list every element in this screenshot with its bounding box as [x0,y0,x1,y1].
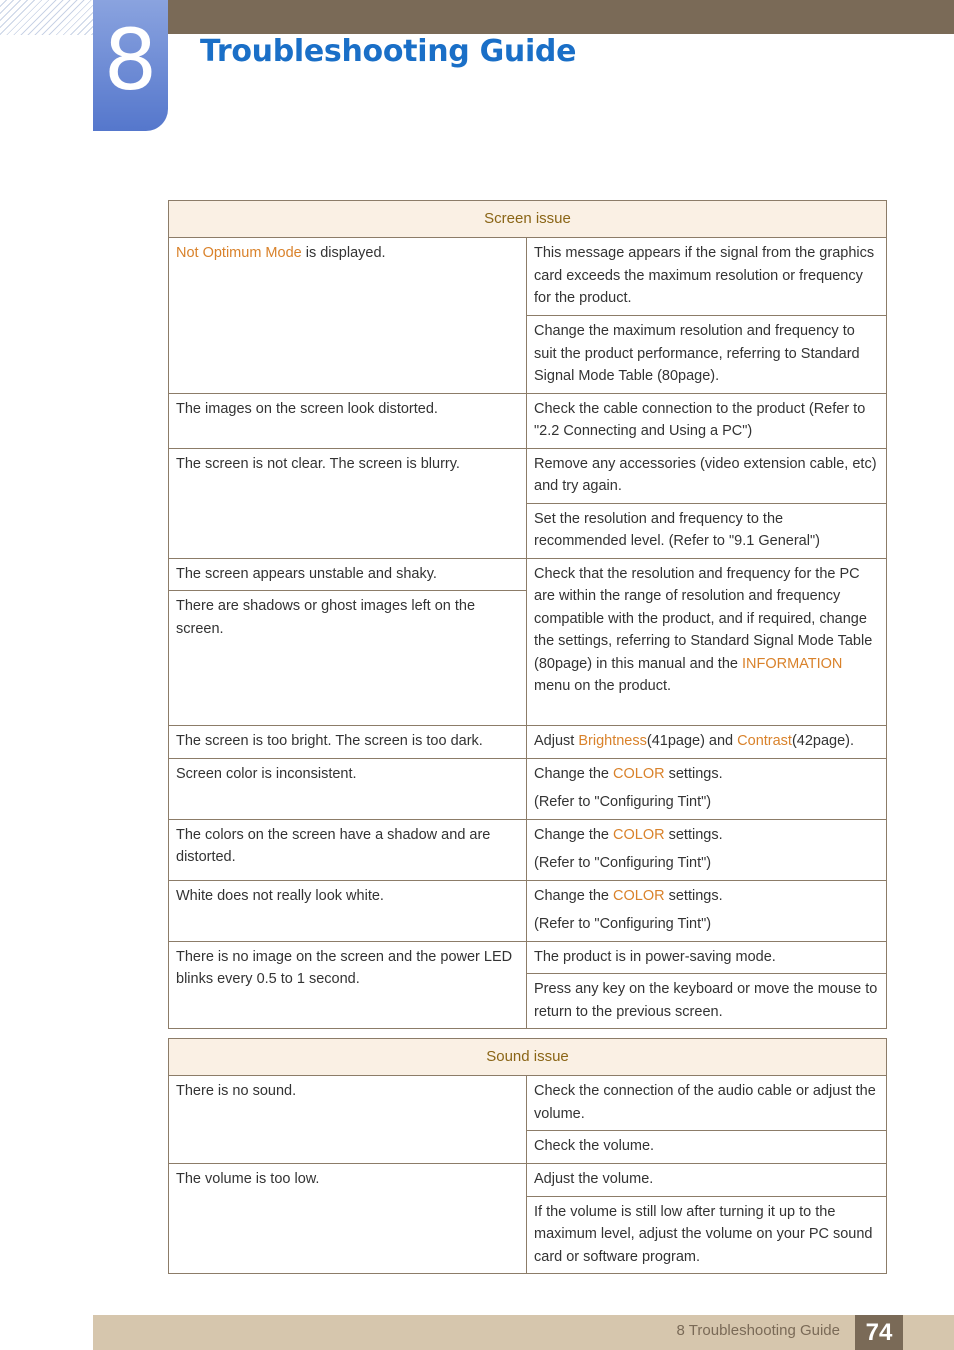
menu-term-highlight: Not Optimum Mode [176,245,302,261]
solution-cell: Remove any accessories (video extension cable, etc) and try again. [527,448,887,503]
problem-cell: There is no sound. [169,1076,527,1164]
chapter-number-tab: 8 [93,0,168,131]
problem-cell: Screen color is inconsistent. [169,758,527,819]
solution-cell: Check the cable connection to the product (Refer to "2.2 Connecting and Using a PC") [527,393,887,448]
solution-cell: The product is in power-saving mode. [527,941,887,974]
menu-term-highlight: COLOR [613,765,665,782]
sound-issue-table [168,1038,887,1274]
screen-issue-heading: Screen issue [169,201,887,238]
page-number: 74 [855,1315,903,1350]
solution-cell: Change the COLOR settings. (Refer to "Configuring Tint") [527,880,887,941]
problem-cell: White does not really look white. [169,880,527,941]
solution-cell: Press any key on the keyboard or move the mouse to return to the previous screen. [527,974,887,1029]
problem-cell: The screen is too bright. The screen is too dark. [169,726,527,759]
solution-cell: Adjust Brightness(41page) and Contrast(42page). [527,726,887,759]
solution-cell: Set the resolution and frequency to the recommended level. (Refer to "9.1 General") [527,503,887,558]
menu-term-highlight: Brightness [578,733,647,749]
menu-term-highlight: Contrast [737,733,792,749]
header-bar [168,0,954,34]
solution-cell: If the volume is still low after turning it up to the maximum level, adjust the volume on your PC sound card or software program. [527,1196,887,1274]
menu-term-highlight: COLOR [613,826,665,843]
solution-cell: This message appears if the signal from the graphics card exceeds the maximum resolution or frequency for the product. [527,238,887,316]
solution-cell: Check the volume. [527,1131,887,1164]
solution-cell: Change the COLOR settings. (Refer to "Configuring Tint") [527,819,887,880]
solution-cell: Check the connection of the audio cable or adjust the volume. [527,1076,887,1131]
problem-cell: The volume is too low. [169,1163,527,1274]
solution-cell: Adjust the volume. [527,1163,887,1196]
problem-cell: The colors on the screen have a shadow and are distorted. [169,819,527,880]
menu-term-highlight: INFORMATION [741,655,843,672]
page-title: Troubleshooting Guide [200,34,577,69]
problem-cell: The screen is not clear. The screen is blurry. [169,448,527,558]
problem-cell: There are shadows or ghost images left on the screen. [169,591,527,726]
problem-cell: There is no image on the screen and the power LED blinks every 0.5 to 1 second. [169,941,527,1029]
screen-issue-table [168,200,887,1029]
problem-cell: Not Optimum Mode is displayed. [169,238,527,394]
problem-cell: The screen appears unstable and shaky. [169,558,527,591]
footer-section-label: 8 Troubleshooting Guide [676,1322,840,1339]
problem-cell: The images on the screen look distorted. [169,393,527,448]
menu-term-highlight: COLOR [613,887,665,904]
solution-cell: Check that the resolution and frequency for the PC are within the range of resolution and frequency compatible with the product, and if required, change the settings, referring to Standard Signal Mode Table (80page) in this manual and the INFORMATION menu on the product. [527,558,887,726]
solution-cell: Change the COLOR settings. (Refer to "Configuring Tint") [527,758,887,819]
sound-issue-heading: Sound issue [169,1039,887,1076]
solution-cell: Change the maximum resolution and frequency to suit the product performance, referring to Standard Signal Mode Table (80page). [527,316,887,394]
corner-hatch-pattern [0,0,93,35]
